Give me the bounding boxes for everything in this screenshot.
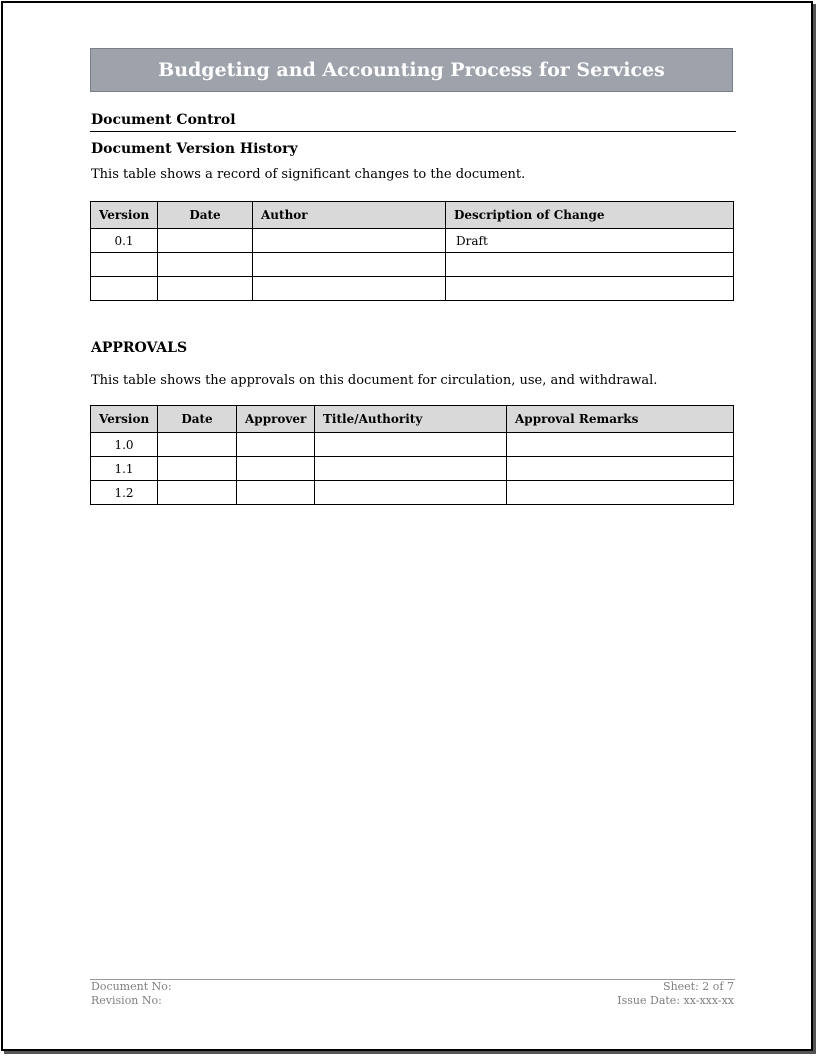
column-header: Version xyxy=(91,406,158,433)
table-cell: 1.2 xyxy=(91,481,158,505)
table-cell xyxy=(237,457,315,481)
column-header: Approval Remarks xyxy=(507,406,734,433)
version-history-heading: Document Version History xyxy=(91,141,298,157)
approvals-intro: This table shows the approvals on this document for circulation, use, and withdrawal. xyxy=(91,373,658,388)
table-cell xyxy=(507,481,734,505)
column-header: Description of Change xyxy=(446,202,734,229)
footer-rule xyxy=(90,979,735,980)
table-cell: 1.1 xyxy=(91,457,158,481)
table-row xyxy=(91,457,734,481)
table-cell xyxy=(91,277,158,301)
footer-document-no: Document No: xyxy=(91,980,172,993)
column-header: Date xyxy=(158,202,253,229)
table-cell xyxy=(158,481,237,505)
column-header: Approver xyxy=(237,406,315,433)
version-history-table xyxy=(90,201,734,301)
column-header: Date xyxy=(158,406,237,433)
column-header: Author xyxy=(253,202,446,229)
table-cell xyxy=(446,277,734,301)
approvals-table xyxy=(90,405,734,505)
table-cell xyxy=(158,253,253,277)
table-cell: 0.1 xyxy=(91,229,158,253)
approvals-heading: APPROVALS xyxy=(91,340,188,356)
table-cell xyxy=(158,277,253,301)
table-cell xyxy=(158,433,237,457)
table-cell xyxy=(158,229,253,253)
table-cell xyxy=(315,433,507,457)
heading-rule xyxy=(90,131,736,132)
table-cell xyxy=(253,253,446,277)
footer-revision-no: Revision No: xyxy=(91,994,162,1007)
table-row xyxy=(91,253,734,277)
document-control-heading: Document Control xyxy=(91,112,236,128)
table-cell xyxy=(237,433,315,457)
table-row xyxy=(91,277,734,301)
version-history-intro: This table shows a record of significant changes to the document. xyxy=(91,167,526,182)
table-row xyxy=(91,481,734,505)
table-cell xyxy=(315,481,507,505)
table-cell xyxy=(253,277,446,301)
table-cell xyxy=(91,253,158,277)
table-cell: 1.0 xyxy=(91,433,158,457)
table-cell xyxy=(507,433,734,457)
footer-sheet: Sheet: 2 of 7 xyxy=(663,980,734,993)
table-cell xyxy=(446,253,734,277)
table-cell xyxy=(158,457,237,481)
table-row xyxy=(91,229,734,253)
footer-issue-date: Issue Date: xx-xxx-xx xyxy=(617,994,734,1007)
table-cell xyxy=(507,457,734,481)
table-header-row xyxy=(91,202,734,229)
table-header-row xyxy=(91,406,734,433)
table-cell: Draft xyxy=(446,229,734,253)
table-cell xyxy=(253,229,446,253)
column-header: Version xyxy=(91,202,158,229)
page xyxy=(1,1,813,1051)
document-title: Budgeting and Accounting Process for Services xyxy=(90,48,733,92)
table-cell xyxy=(315,457,507,481)
column-header: Title/Authority xyxy=(315,406,507,433)
table-row xyxy=(91,433,734,457)
table-cell xyxy=(237,481,315,505)
